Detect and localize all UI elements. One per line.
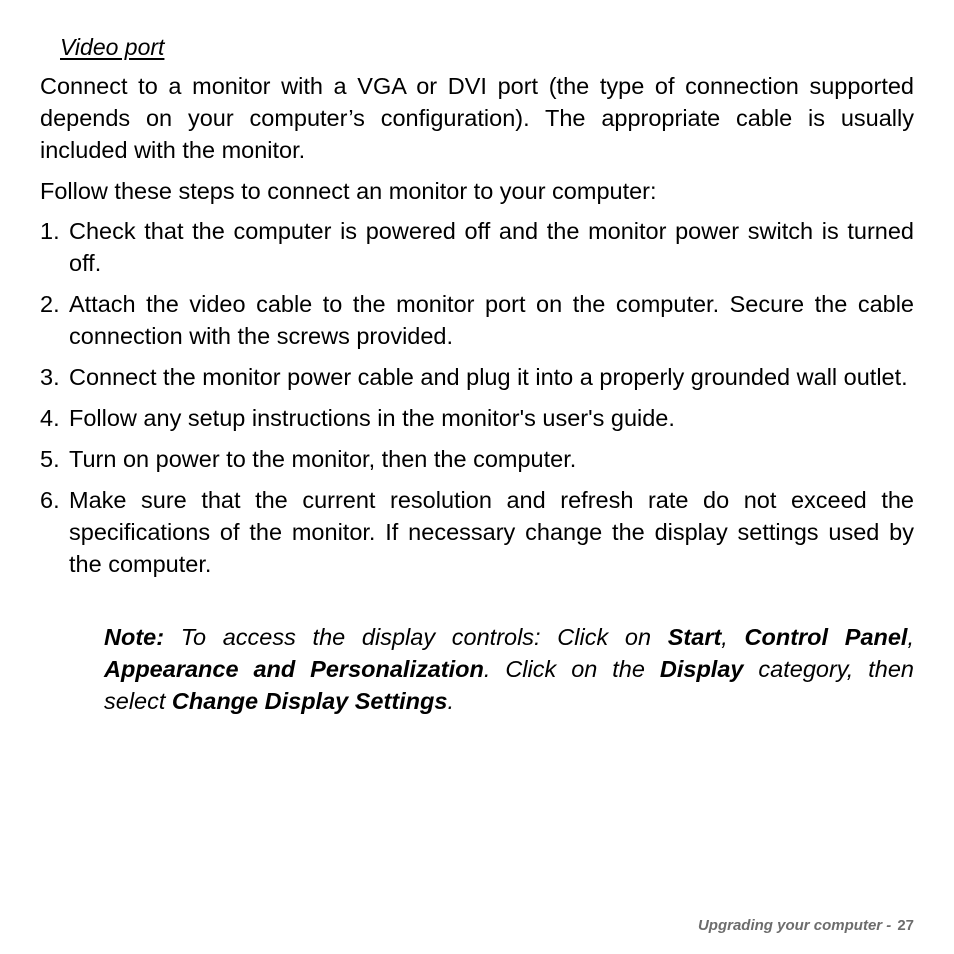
- note-text: ,: [721, 624, 745, 650]
- step-text: Follow any setup instructions in the monitor's user's guide.: [69, 405, 675, 431]
- list-item: [40, 484, 914, 580]
- step-text: Connect the monitor power cable and plug it into a properly grounded wall outlet.: [69, 364, 908, 390]
- list-item: [40, 443, 914, 475]
- page-footer: [698, 917, 914, 934]
- steps-intro-paragraph: Follow these steps to connect an monitor to your computer:: [40, 178, 657, 204]
- footer-section-title: Upgrading your computer -: [697, 917, 892, 934]
- note-text: To access the display controls: Click on: [164, 624, 668, 650]
- list-item: [40, 215, 914, 279]
- note-text: . Click on the: [483, 656, 660, 682]
- note-term-control-panel: Control Panel: [744, 624, 908, 650]
- note-term-display: Display: [659, 656, 744, 682]
- note-term-start: Start: [667, 624, 722, 650]
- document-page: [40, 0, 914, 954]
- step-number: 4.: [40, 405, 60, 431]
- list-item: [40, 288, 914, 352]
- note-block: [104, 621, 914, 717]
- list-item: [40, 361, 914, 393]
- step-number: 1.: [40, 218, 60, 244]
- step-number: 3.: [40, 364, 60, 390]
- note-text: .: [447, 688, 454, 714]
- step-text: Turn on power to the monitor, then the computer.: [69, 446, 577, 472]
- list-item: [40, 402, 914, 434]
- section-heading: Video port: [60, 34, 165, 60]
- step-number: 6.: [40, 487, 60, 513]
- step-number: 5.: [40, 446, 60, 472]
- note-term-appearance: Appearance and Personalization: [104, 656, 484, 682]
- step-text: Check that the computer is powered off and the monitor power switch is turned off.: [69, 218, 914, 276]
- note-text: ,: [907, 624, 914, 650]
- intro-paragraph: Connect to a monitor with a VGA or DVI port (the type of connection supported depends on your computer’s configuration). The appropriate cable is usually included with the monitor.: [40, 73, 914, 163]
- step-text: Attach the video cable to the monitor port on the computer. Secure the cable connection with the screws provided.: [69, 291, 914, 349]
- page-number: 27: [897, 917, 914, 934]
- note-label: Note:: [104, 624, 165, 650]
- step-number: 2.: [40, 291, 60, 317]
- note-term-change-display-settings: Change Display Settings: [171, 688, 448, 714]
- note-text: category, then select: [104, 656, 914, 714]
- step-text: Make sure that the current resolution and refresh rate do not exceed the specifications of the monitor. If necessary change the display settings used by the computer.: [69, 487, 914, 577]
- steps-list: [40, 215, 914, 589]
